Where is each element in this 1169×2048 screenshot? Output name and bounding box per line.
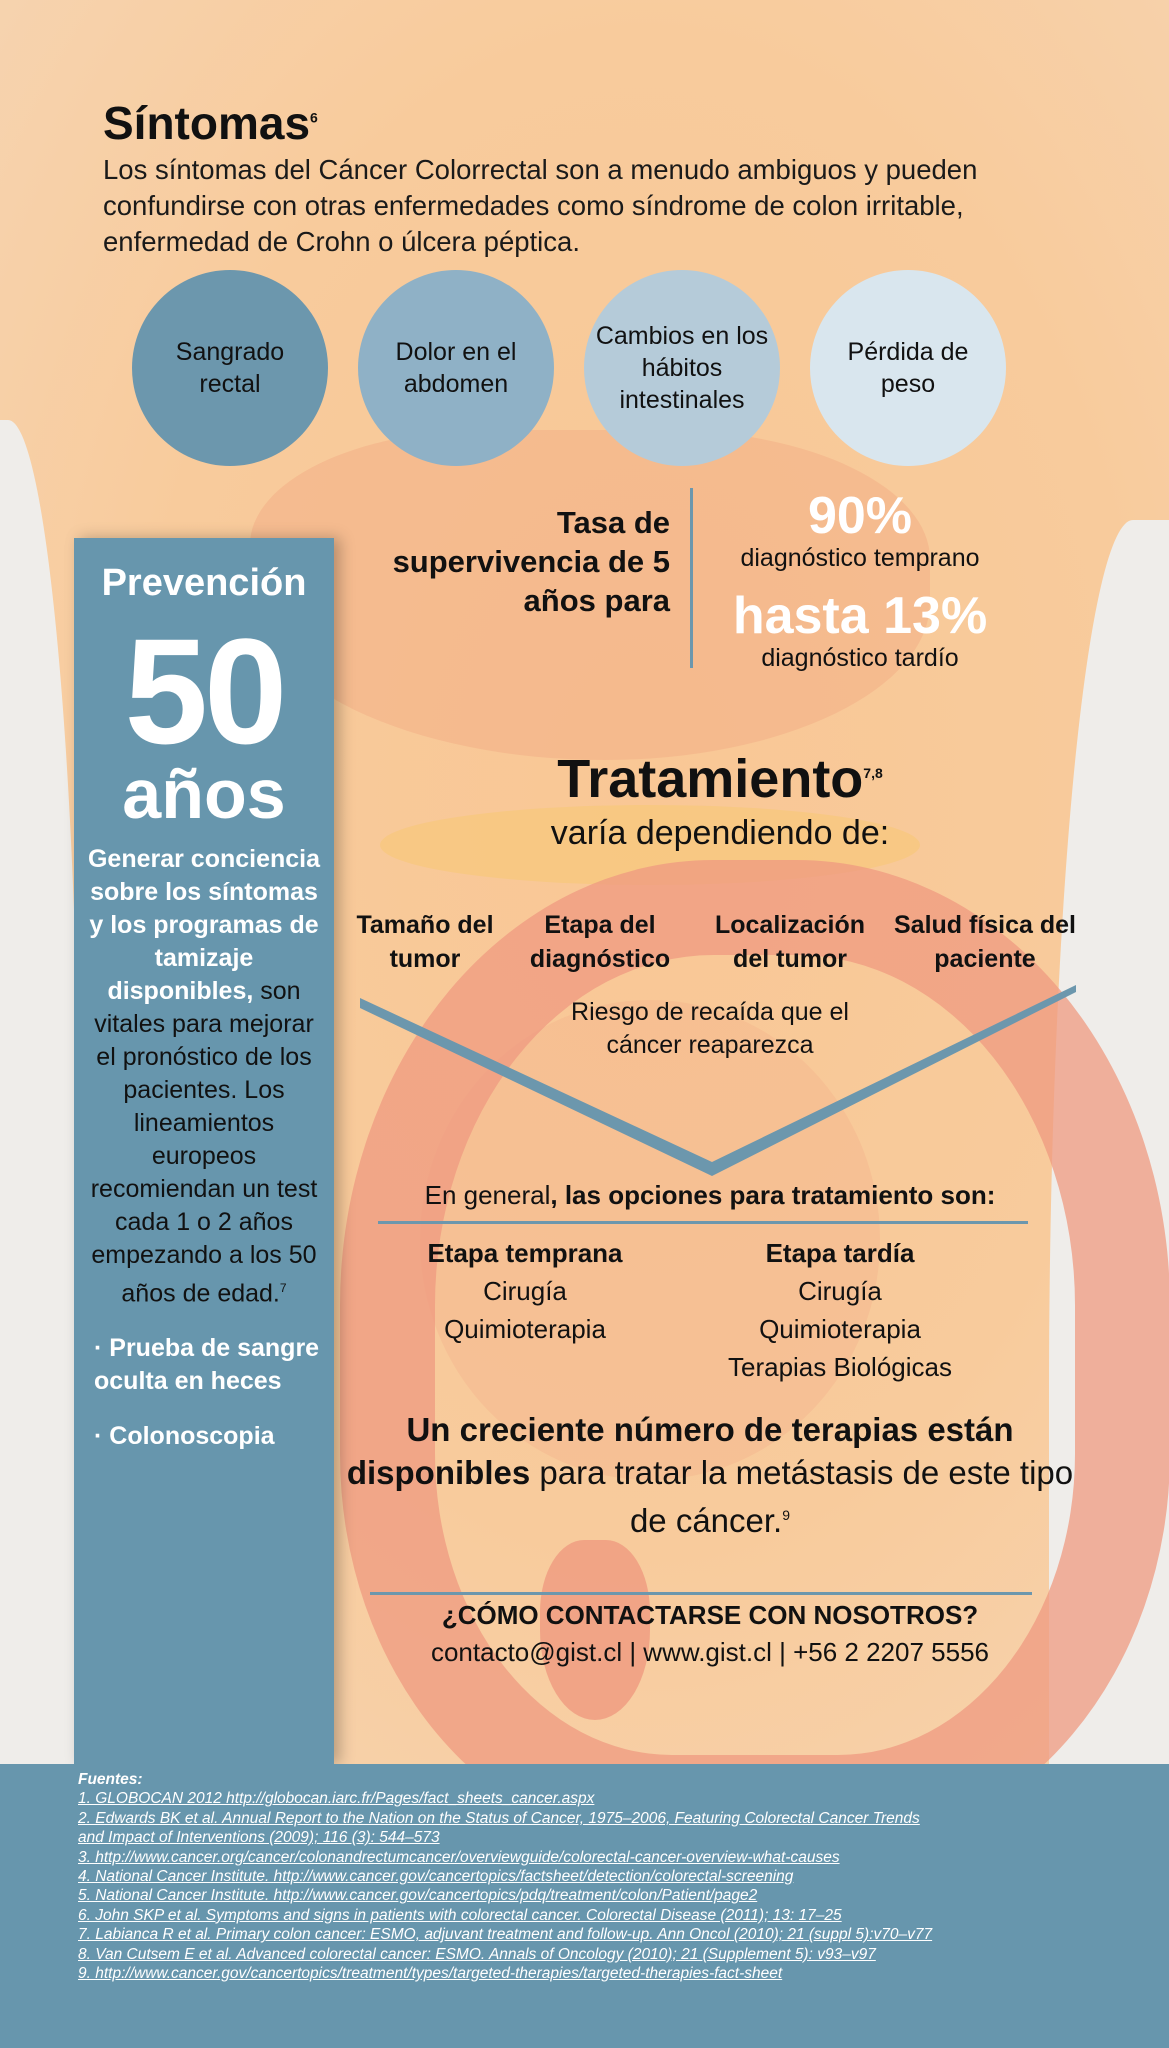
early-stage-options [365,1234,685,1348]
source-ref-3[interactable]: 3. http://www.cancer.org/cancer/colonandrectumcancer/overviewguide/colorectal-cancer-overview-what-causes [78,1848,840,1866]
late-stage-options [680,1234,1000,1386]
contact-divider [370,1592,1032,1595]
symptom-circle-dolor: Dolor en el abdomen [358,270,554,466]
late-diagnosis-value: hasta 13% [732,587,988,645]
factor-etapa: Etapa del diagnóstico [529,911,671,973]
survival-rate-label: Tasa de supervivencia de 5 años para [392,505,670,618]
source-ref-6[interactable]: 6. John SKP et al. Symptoms and signs in patients with colorectal cancer. Colorectal Disease (2011); 13: 17–25 [78,1906,842,1924]
contact-details[interactable]: contacto@gist.cl | www.gist.cl | +56 2 2207 5556 [430,1637,990,1667]
symptom-circle-perdida: Pérdida de peso [810,270,1006,466]
treatment-divider [378,1221,1028,1224]
metastasis-therapies-text: Un creciente número de terapias están disponibles para tratar la metástasis de este tipo de cáncer.$^9$ [346,1411,1074,1539]
sintomas-title: Síntomas$^6$ [103,97,318,149]
prevencion-age-unit: años [122,755,286,833]
early-stage-item: Cirugía [483,1276,567,1306]
late-stage-title: Etapa tardía [765,1238,915,1268]
prevencion-bullet-prueba: · Prueba de sangre oculta en heces [94,1334,320,1396]
late-diagnosis-label: diagnóstico tardío [761,644,959,672]
source-ref-8[interactable]: 8. Van Cutsem E et al. Advanced colorectal cancer: ESMO. Annals of Oncology (2010); 21 (Supplement 5): v93–v97 [78,1945,876,1963]
source-ref-1[interactable]: 1. GLOBOCAN 2012 http://globocan.iarc.fr/Pages/fact_sheets_cancer.aspx [78,1790,595,1808]
prevencion-bullet-colonoscopia: · Colonoscopia [94,1422,275,1451]
sources-title: Fuentes: [78,1771,143,1788]
factor-tamano: Tamaño del tumor [356,911,494,973]
source-ref-7[interactable]: 7. Labianca R et al. Primary colon cancer: ESMO, adjuvant treatment and follow-up. Ann Oncol (2010); 21 (suppl 5):v70–v77 [78,1926,933,1944]
early-stage-title: Etapa temprana [427,1238,623,1268]
late-stage-item: Terapias Biológicas [727,1352,952,1382]
early-diagnosis-label: diagnóstico temprano [740,544,980,572]
symptom-circle-cambios: Cambios en los hábitos intestinales [584,270,780,466]
symptom-circle-sangrado: Sangrado rectal [132,270,328,466]
late-stage-item: Cirugía [798,1276,882,1306]
source-ref-2[interactable]: 2. Edwards BK et al. Annual Report to the Nation on the Status of Cancer, 1975–2006, Featuring Colorectal Cancer Trends [78,1809,920,1827]
sources-footer [0,1764,1169,2048]
contact-question: ¿CÓMO CONTACTARSE CON NOSOTROS? [441,1600,979,1630]
treatment-options-intro: En general, las opciones para tratamiento son: [424,1180,996,1210]
prevencion-title: Prevención [101,562,307,604]
contact-section [340,1600,1080,1668]
early-stage-item: Quimioterapia [444,1314,606,1344]
factor-salud: Salud física del paciente [893,911,1076,973]
early-diagnosis-value: 90% [807,487,913,545]
prevencion-age-number: 50 [124,607,284,775]
source-ref-2-cont[interactable]: and Impact of Interventions (2009); 116 (3): 544–573 [78,1829,440,1847]
factor-localizacion: Localización del tumor [714,911,866,973]
source-ref-5[interactable]: 5. National Cancer Institute. http://www.cancer.gov/cancertopics/pdq/treatment/colon/Patient/page2 [78,1887,758,1905]
late-stage-item: Quimioterapia [759,1314,921,1344]
prevencion-text: Generar conciencia sobre los síntomas y los programas de tamizaje disponibles, son vitales para mejorar el pronóstico de los pacientes. Los lineamientos europeos recomiendan un test cada 1 o 2 años empezando a los 50 años de edad.$^7$ [87,845,321,1308]
tratamiento-title: Tratamiento$^{7,8}$ [557,749,883,809]
factor-recaida: Riesgo de recaída que el cáncer reaparezca [571,998,849,1059]
source-ref-9[interactable]: 9. http://www.cancer.gov/cancertopics/treatment/types/targeted-therapies/targeted-therapies-fact-sheet [78,1965,783,1983]
tratamiento-subtitle: varía dependiendo de: [550,814,890,852]
sintomas-text: Los síntomas del Cáncer Colorrectal son a menudo ambiguos y pueden confundirse con otras enfermedades como síndrome de colon irritable, enfermedad de Crohn o úlcera péptica. [103,154,978,257]
source-ref-4[interactable]: 4. National Cancer Institute. http://www.cancer.gov/cancertopics/factsheet/detection/colorectal-screening [78,1868,794,1886]
